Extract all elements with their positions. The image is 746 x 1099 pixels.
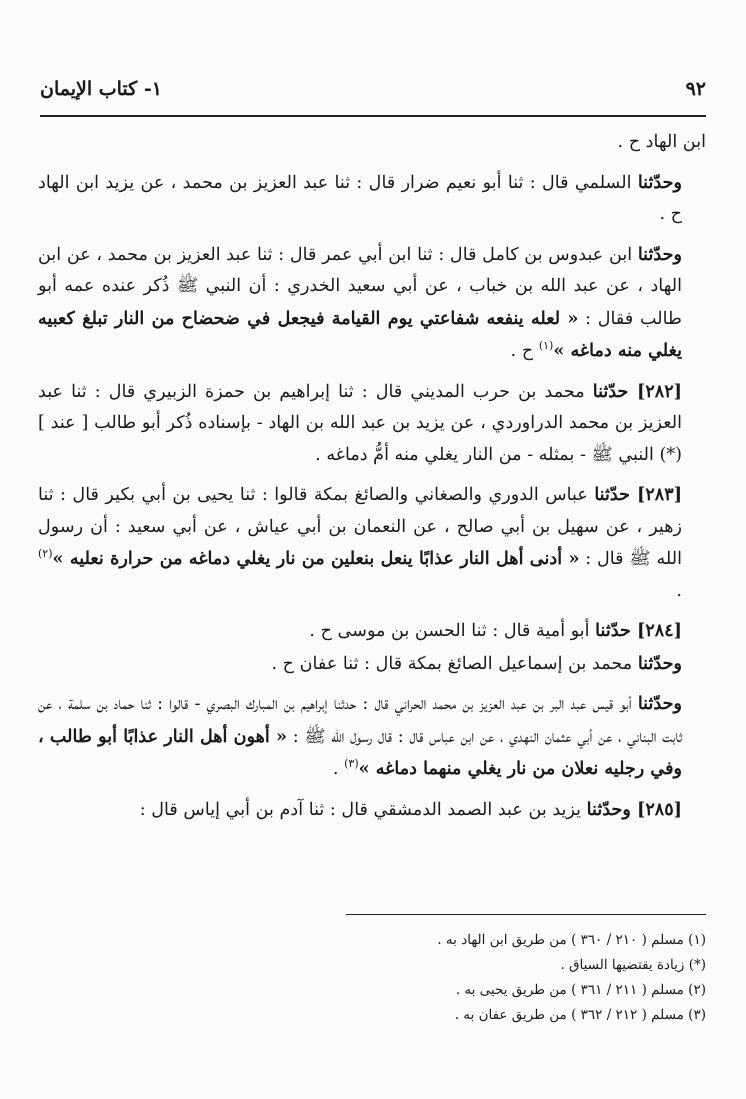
- paragraph-5: [38, 615, 706, 648]
- footnote-star: (*) زيادة يقتضيها السياق .: [560, 957, 706, 973]
- matn-text: « لعله ينفعه شفاعتي يوم القيامة فيجعل في ضحضاح من النار تبلغ كعبيه يغلي منه دماغه »: [38, 307, 682, 361]
- page-header: [40, 72, 706, 106]
- paragraph-0: [38, 126, 706, 159]
- paragraph-8: [38, 794, 706, 827]
- lead-word: وحدّثنا: [637, 652, 682, 674]
- trailing-text: .: [332, 759, 345, 779]
- footnote-ref: (٣): [344, 757, 359, 771]
- isnad-text: عباس الدوري والصغاني والصائغ بمكة قالوا : ثنا يحيى بن أبي بكير قال : ثنا زهير ، عن سهيل بن أبي صالح ، عن النعمان بن أبي عياش ، عن أبي سعيد : أن رسول الله ﷺ قال :: [38, 485, 682, 569]
- paragraph-2: [38, 239, 706, 368]
- hadith-number: [٢٨٥]: [630, 798, 682, 820]
- paragraph-3: [38, 376, 706, 472]
- hadith-number: [٢٨٤]: [630, 620, 682, 641]
- footnote-2: (٢) مسلم ( ٢١١ / ٣٦١ ) من طريق يحيى به .: [455, 982, 706, 998]
- paragraph-7: [38, 688, 706, 786]
- lead-word: وحدّثنا: [637, 243, 682, 265]
- isnad-text: يزيد بن عبد الصمد الدمشقي قال : ثنا آدم بن أبي إياس قال :: [139, 799, 587, 820]
- lead-word: حدّثنا: [595, 620, 631, 641]
- footnote-ref: (١): [538, 339, 554, 353]
- lead-word: حدّثنا: [592, 380, 629, 402]
- isnad-text: محمد بن حرب المديني قال : ثنا إبراهيم بن حمزة الزبيري قال : ثنا عبد العزيز بن محمد الدراوردي ، عن يزيد بن عبد الله بن الهاد - بإسناده ذُكر أبو طالب [ عند ](*) النبي ﷺ - بمثله - من النار يغلي منه أمُّ دماغه .: [38, 381, 682, 465]
- isnad-text: أبو أمية قال : ثنا الحسن بن موسى ح .: [309, 621, 596, 641]
- matn-text: « أدنى أهل النار عذابًا ينعل بنعلين من نار يغلي دماغه من حرارة نعليه »: [52, 548, 580, 569]
- footnote-divider: [346, 914, 706, 915]
- paragraph-1: [38, 167, 706, 231]
- chapter-title: ١- كتاب الإيمان: [40, 78, 162, 100]
- trailing-text: ح .: [510, 341, 539, 361]
- main-text: [38, 126, 706, 826]
- footnotes: [40, 928, 706, 1028]
- page-number: ٩٢: [685, 78, 706, 100]
- isnad-text: السلمي قال : ثنا أبو نعيم ضرار قال : ثنا عبد العزيز بن محمد ، عن يزيد ابن الهاد ح .: [38, 172, 682, 224]
- header-divider: [40, 115, 706, 117]
- hadith-number: [٢٨٣]: [630, 484, 683, 505]
- lead-word: وحدّثنا: [637, 693, 682, 714]
- matn-text: « أهون أهل النار عذابًا أبو طالب ، وفي رجليه نعلان من نار يغلي منهما دماغه »: [38, 725, 682, 779]
- isnad-text: ابن عبدوس بن كامل قال : ثنا ابن أبي عمر قال : ثنا عبد العزيز بن محمد ، عن ابن الهاد ، عن عبد الله بن خباب ، عن أبي سعيد الخدري : أن النبي ﷺ ذُكر عنده عمه أبو طالب فقال :: [38, 244, 682, 329]
- footnote-ref: (٢): [38, 547, 53, 561]
- trailing-text: .: [676, 580, 682, 601]
- paragraph-4: [38, 479, 706, 607]
- isnad-text: ابن الهاد ح .: [617, 132, 706, 152]
- lead-word: حدّثنا: [594, 484, 630, 505]
- paragraph-6: [38, 648, 706, 681]
- lead-word: وحدّثنا: [586, 798, 631, 820]
- isnad-text: محمد بن إسماعيل الصائغ بمكة قال : ثنا عفان ح .: [271, 653, 638, 674]
- isnad-text: أبو قيس عبد البر بن عبد العزيز بن محمد الحراني قال : حدثنا إبراهيم بن المبارك البصري - قالوا : ثنا حماد بن سلمة ، عن ثابت البناني ، عن أبي عثمان النهدي ، عن ابن عباس قال : قال رسول الله ﷺ :: [38, 694, 682, 747]
- footnote-1: (١) مسلم ( ٢١٠ / ٣٦٠ ) من طريق ابن الهاد به .: [437, 932, 706, 948]
- hadith-number: [٢٨٢]: [628, 380, 682, 402]
- lead-word: وحدّثنا: [637, 171, 682, 193]
- footnote-3: (٣) مسلم ( ٢١٢ / ٣٦٢ ) من طريق عفان به .: [454, 1007, 706, 1023]
